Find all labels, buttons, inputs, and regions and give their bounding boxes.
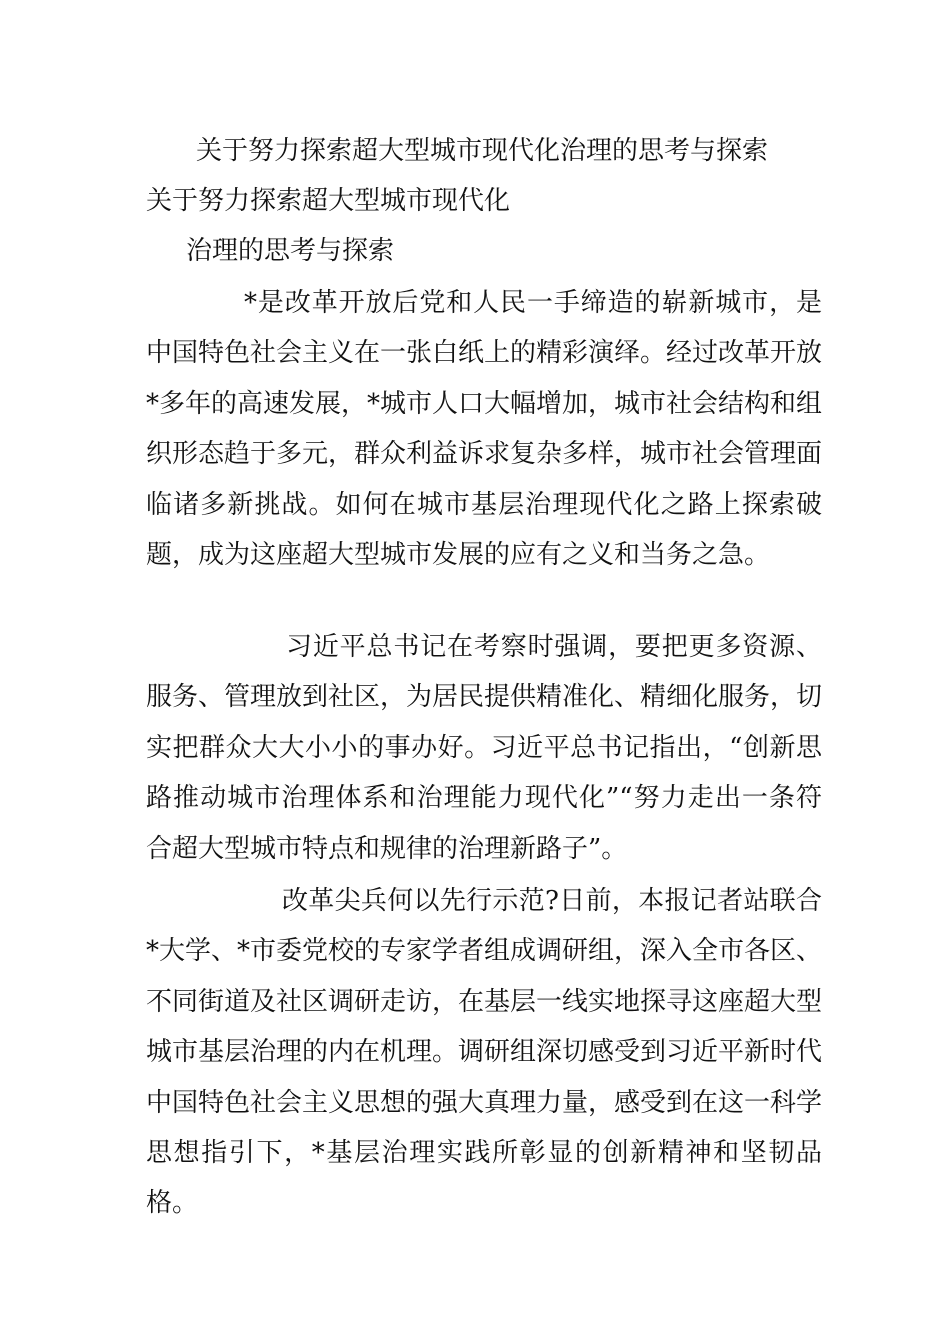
paragraph-1: *是改革开放后党和人民一手缔造的崭新城市，是中国特色社会主义在一张白纸上的精彩演绎。经过改革开放*多年的高速发展，*城市人口大幅增加，城市社会结构和组织形态趋于多元，群众利益诉求复杂多样，城市社会管理面临诸多新挑战。如何在城市基层治理现代化之路上探索破题，成为这座超大型城市发展的应有之义和当务之急。 [146, 288, 823, 571]
document-title: 关于努力探索超大型城市现代化治理的思考与探索 [196, 136, 769, 166]
subtitle-line-2: 治理的思考与探索 [186, 236, 395, 266]
subtitle-line-1: 关于努力探索超大型城市现代化 [146, 186, 511, 216]
paragraph-2: 习近平总书记在考察时强调，要把更多资源、服务、管理放到社区，为居民提供精准化、精细化服务，切实把群众大大小小的事办好。习近平总书记指出，“创新思路推动城市治理体系和治理能力现代化”“努力走出一条符合超大型城市特点和规律的治理新路子”。 [146, 632, 823, 864]
paragraph-3: 改革尖兵何以先行示范?日前，本报记者站联合*大学、*市委党校的专家学者组成调研组，深入全市各区、不同街道及社区调研走访，在基层一线实地探寻这座超大型城市基层治理的内在机理。调研组深切感受到习近平新时代中国特色社会主义思想的强大真理力量，感受到在这一科学思想指引下，*基层治理实践所彰显的创新精神和坚韧品格。 [146, 886, 823, 1219]
